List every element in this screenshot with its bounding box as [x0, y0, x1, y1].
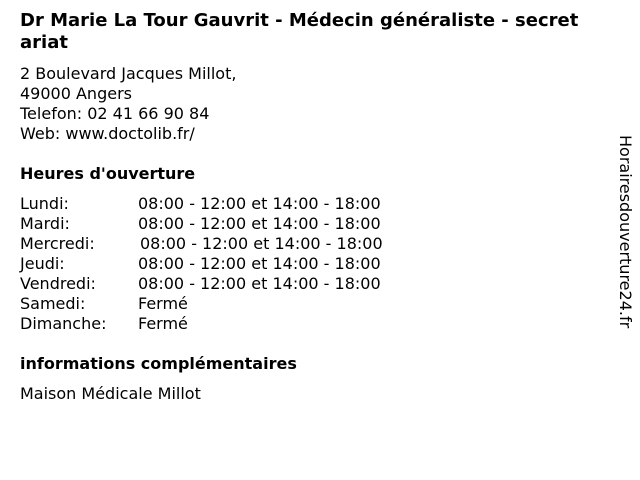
day-label: Lundi:	[20, 194, 69, 213]
page-title: Dr Marie La Tour Gauvrit - Médecin généraliste - secretariat	[20, 10, 579, 53]
day-hours: 08:00 - 12:00 et 14:00 - 18:00	[138, 214, 381, 233]
website: Web: www.doctolib.fr/	[20, 124, 195, 143]
day-hours: 08:00 - 12:00 et 14:00 - 18:00	[140, 234, 383, 253]
day-label: Mardi:	[20, 214, 70, 233]
site-watermark: Horairesdouverture24.fr	[616, 135, 635, 329]
day-hours: 08:00 - 12:00 et 14:00 - 18:00	[138, 194, 381, 213]
hours-heading: Heures d'ouverture	[20, 164, 196, 183]
day-label: Mercredi:	[20, 234, 95, 253]
phone-number: Telefon: 02 41 66 90 84	[20, 104, 210, 123]
day-label: Samedi:	[20, 294, 86, 313]
day-hours: Fermé	[138, 294, 188, 313]
day-label: Dimanche:	[20, 314, 107, 333]
day-hours: 08:00 - 12:00 et 14:00 - 18:00	[138, 254, 381, 273]
street-address: 2 Boulevard Jacques Millot,	[20, 64, 237, 83]
day-hours: Fermé	[138, 314, 188, 333]
city-postcode: 49000 Angers	[20, 84, 132, 103]
day-label: Vendredi:	[20, 274, 96, 293]
day-hours: 08:00 - 12:00 et 14:00 - 18:00	[138, 274, 381, 293]
contact-info	[20, 64, 236, 144]
extra-info-heading: informations complémentaires	[20, 354, 297, 373]
day-label: Jeudi:	[20, 254, 65, 273]
extra-info-text: Maison Médicale Millot	[20, 384, 201, 403]
